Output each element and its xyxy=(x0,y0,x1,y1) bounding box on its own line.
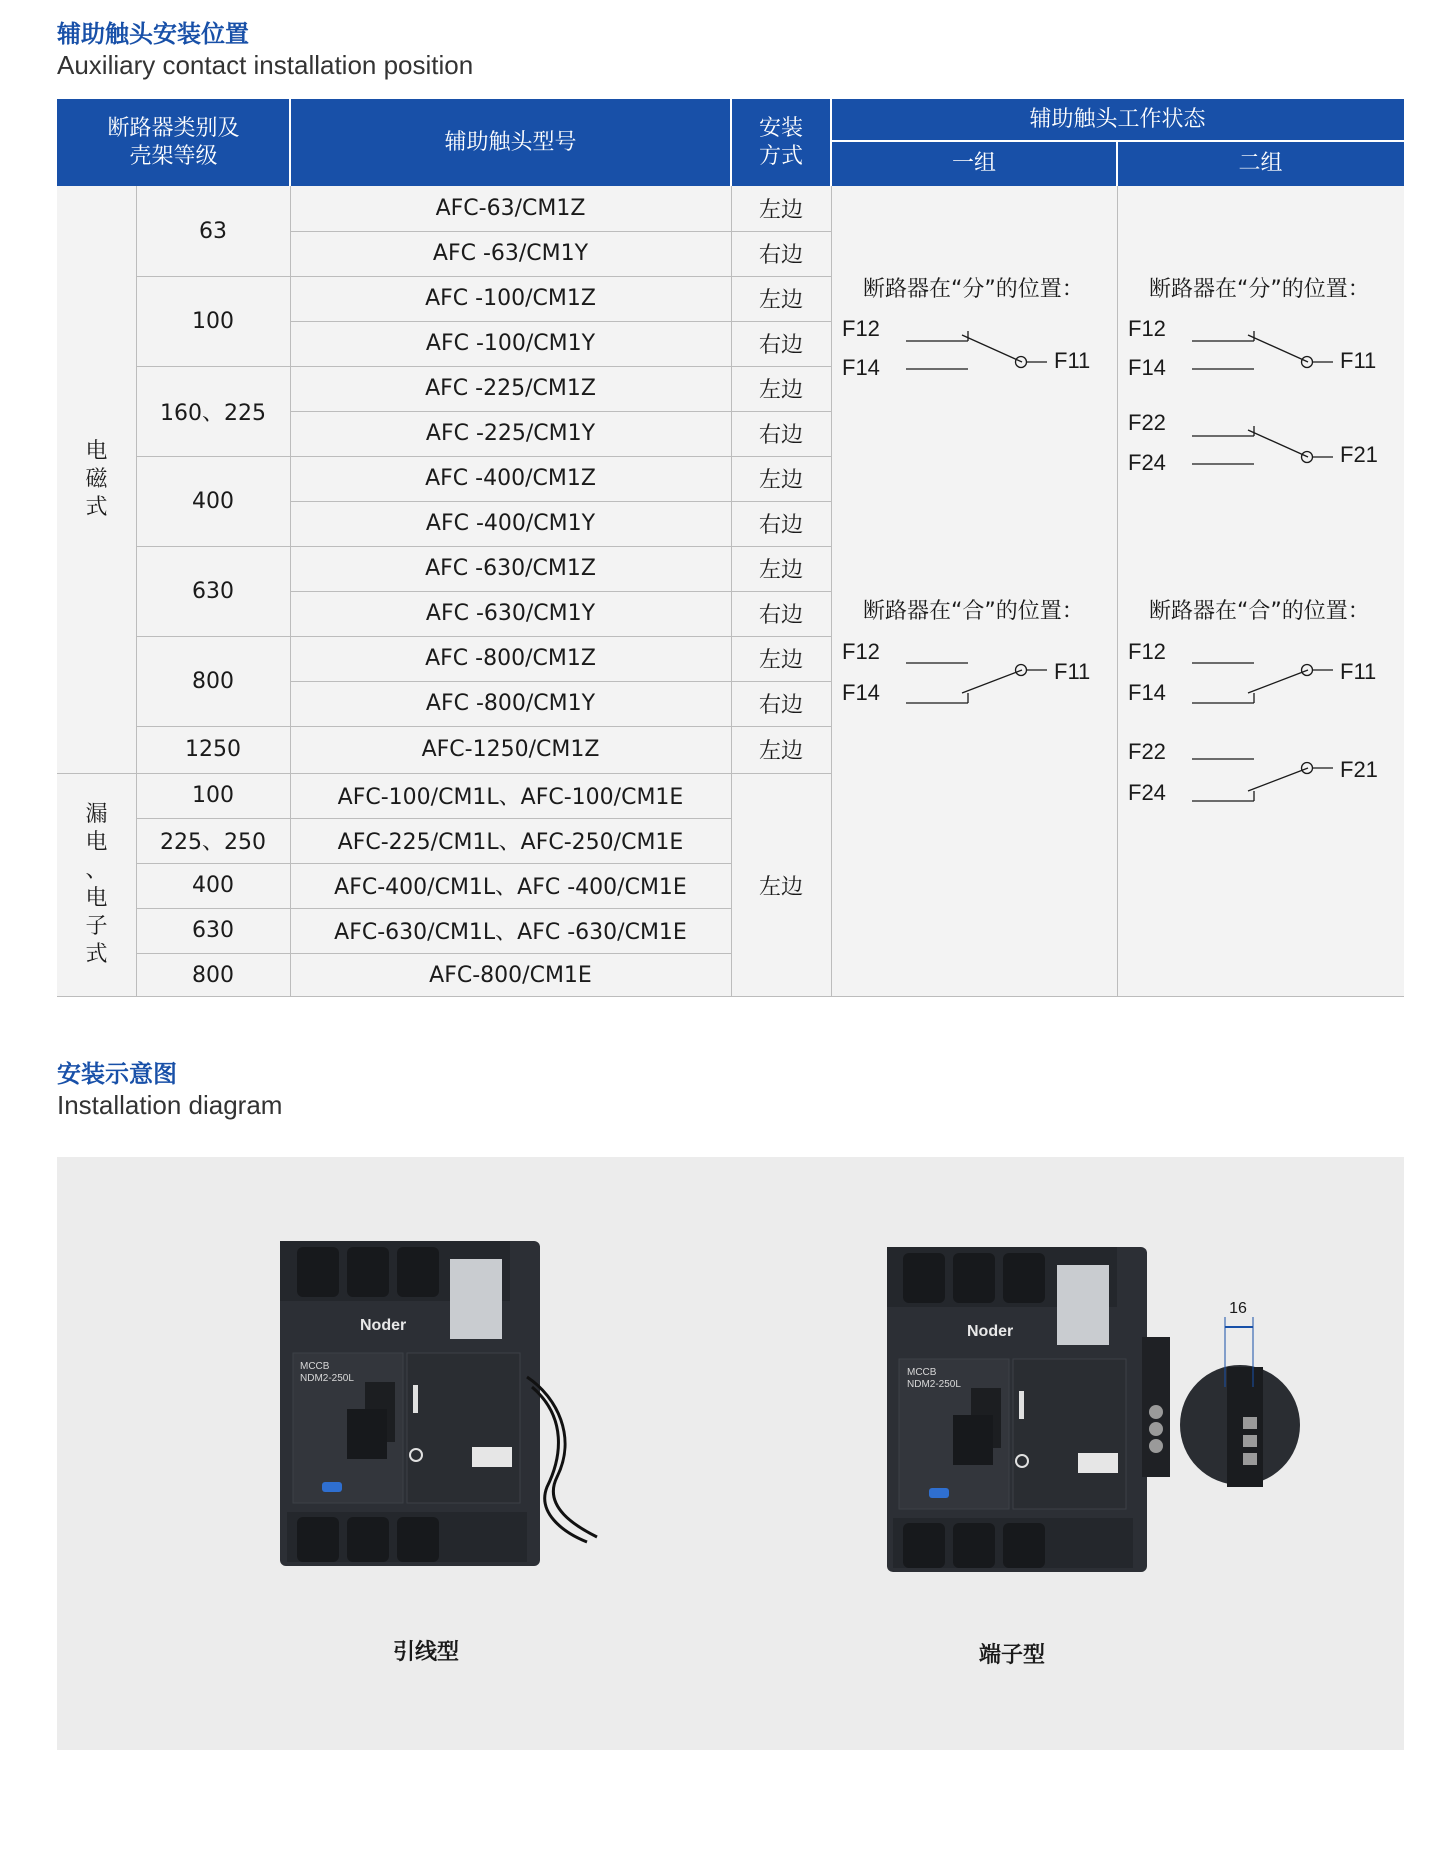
header-group2: 二组 xyxy=(1117,141,1404,186)
model-cell: AFC -400/CM1Z xyxy=(425,466,596,491)
brand-logo: Noder xyxy=(967,1323,1014,1340)
terminal-label: F11 xyxy=(1054,659,1091,684)
dimension-label: 16 xyxy=(1229,1300,1247,1317)
terminal-label: F12 xyxy=(1128,639,1166,664)
header-category-line1: 断路器类别及 xyxy=(107,115,240,141)
terminal-label: F21 xyxy=(1340,442,1378,467)
model-cell: AFC -400/CM1Y xyxy=(425,511,596,536)
terminal-label: F24 xyxy=(1128,780,1166,805)
caption-terminal: 端子型 xyxy=(979,1643,1046,1668)
header-model: 辅助触头型号 xyxy=(290,99,731,186)
type-em-char: 式 xyxy=(85,494,108,520)
header-group1: 一组 xyxy=(831,141,1117,186)
mount-cell: 左边 xyxy=(758,648,803,673)
contact-position-table xyxy=(57,99,1404,997)
model-cell: AFC-100/CM1L、AFC-100/CM1E xyxy=(337,785,684,810)
mount-cell: 右边 xyxy=(758,243,803,268)
contact-diagram-svg xyxy=(57,99,1404,997)
breaker-terminal-type xyxy=(887,1247,1170,1572)
terminal-label: F11 xyxy=(1340,348,1377,373)
frame-cell: 63 xyxy=(199,218,227,244)
header-status: 辅助触头工作状态 xyxy=(831,99,1404,141)
model-label: NDM2-250L xyxy=(907,1379,961,1390)
mount-cell: 左边 xyxy=(758,739,803,764)
mount-cell: 左边 xyxy=(758,378,803,403)
header-category-line2: 壳架等级 xyxy=(129,143,218,169)
frame-cell: 800 xyxy=(192,962,234,988)
model-cell: AFC-630/CM1L、AFC -630/CM1E xyxy=(334,920,687,945)
frame-cell: 800 xyxy=(192,668,234,694)
state-open-label-g2: 断路器在“分”的位置： xyxy=(1149,277,1370,302)
mount-cell: 左边 xyxy=(758,288,803,313)
terminal-label: F14 xyxy=(1128,355,1166,380)
terminal-label: F21 xyxy=(1340,757,1378,782)
type-rc-char: 、 xyxy=(85,858,108,883)
model-cell: AFC -225/CM1Y xyxy=(425,421,596,446)
section-title-en: Auxiliary contact installation position xyxy=(57,50,474,80)
terminal-label: F22 xyxy=(1128,410,1166,435)
frame-cell: 400 xyxy=(192,873,234,898)
frame-cell: 100 xyxy=(192,308,234,334)
terminal-label: F12 xyxy=(1128,316,1166,341)
model-cell: AFC-800/CM1E xyxy=(429,962,592,988)
terminal-label: F12 xyxy=(842,316,880,341)
header-mount-line1: 安装 xyxy=(758,115,803,141)
terminal-label: F14 xyxy=(1128,680,1166,705)
type-rc-char: 式 xyxy=(85,942,108,967)
mount-cell: 右边 xyxy=(758,693,803,718)
mount-cell-merged: 左边 xyxy=(758,874,803,900)
model-cell: AFC-225/CM1L、AFC-250/CM1E xyxy=(337,830,684,855)
breaker-lead-wire-type xyxy=(280,1241,597,1566)
state-open-label-g1: 断路器在“分”的位置： xyxy=(863,277,1084,302)
breaker-illustrations xyxy=(57,1157,1404,1750)
mccb-label: MCCB xyxy=(300,1361,330,1372)
terminal-label: F11 xyxy=(1340,659,1377,684)
frame-cell: 225、250 xyxy=(160,830,266,855)
terminal-label: F14 xyxy=(842,355,880,380)
frame-cell: 400 xyxy=(192,488,234,514)
brand-logo: Noder xyxy=(360,1317,407,1334)
frame-cell: 100 xyxy=(192,783,234,808)
state-closed-label-g1: 断路器在“合”的位置： xyxy=(863,599,1084,624)
frame-cell: 160、225 xyxy=(160,400,266,426)
frame-cell: 1250 xyxy=(185,737,241,762)
mount-cell: 右边 xyxy=(758,423,803,448)
model-label: NDM2-250L xyxy=(300,1373,354,1384)
model-cell: AFC -63/CM1Y xyxy=(432,241,589,266)
model-cell: AFC-63/CM1Z xyxy=(435,196,586,221)
terminal-label: F22 xyxy=(1128,739,1166,764)
model-cell: AFC -630/CM1Y xyxy=(425,601,596,626)
state-closed-label-g2: 断路器在“合”的位置： xyxy=(1149,599,1370,624)
mccb-label: MCCB xyxy=(907,1367,937,1378)
section-title-cn: 辅助触头安装位置 xyxy=(57,20,249,48)
mount-cell: 左边 xyxy=(758,558,803,583)
model-cell: AFC-400/CM1L、AFC -400/CM1E xyxy=(334,875,687,900)
mount-cell: 左边 xyxy=(758,198,803,223)
mount-cell: 右边 xyxy=(758,603,803,628)
mount-cell: 右边 xyxy=(758,333,803,358)
section2-title-en: Installation diagram xyxy=(57,1090,283,1120)
installation-diagram-panel xyxy=(57,1157,1404,1750)
model-cell: AFC -800/CM1Z xyxy=(425,646,596,671)
mount-cell: 右边 xyxy=(758,513,803,538)
type-rc-char: 漏 xyxy=(85,802,108,827)
terminal-label: F11 xyxy=(1054,348,1091,373)
model-cell: AFC -630/CM1Z xyxy=(425,556,596,581)
zoom-detail xyxy=(1180,1300,1300,1487)
terminal-label: F24 xyxy=(1128,450,1166,475)
frame-cell: 630 xyxy=(192,918,234,943)
section2-title-cn: 安装示意图 xyxy=(57,1060,177,1088)
model-cell: AFC -100/CM1Y xyxy=(425,331,596,356)
model-cell: AFC -100/CM1Z xyxy=(425,286,596,311)
mount-cell: 左边 xyxy=(758,468,803,493)
terminal-label: F14 xyxy=(842,680,880,705)
type-rc-char: 子 xyxy=(85,914,108,939)
model-cell: AFC -800/CM1Y xyxy=(425,691,596,716)
type-em-char: 电 xyxy=(85,438,108,464)
model-cell: AFC-1250/CM1Z xyxy=(421,737,600,762)
caption-lead-wire: 引线型 xyxy=(393,1640,460,1665)
type-rc-char: 电 xyxy=(85,830,108,855)
terminal-label: F12 xyxy=(842,639,880,664)
model-cell: AFC -225/CM1Z xyxy=(425,376,596,401)
type-em-char: 磁 xyxy=(85,466,108,492)
frame-cell: 630 xyxy=(192,578,234,604)
header-mount-line2: 方式 xyxy=(758,143,803,169)
type-rc-char: 电 xyxy=(85,886,108,911)
